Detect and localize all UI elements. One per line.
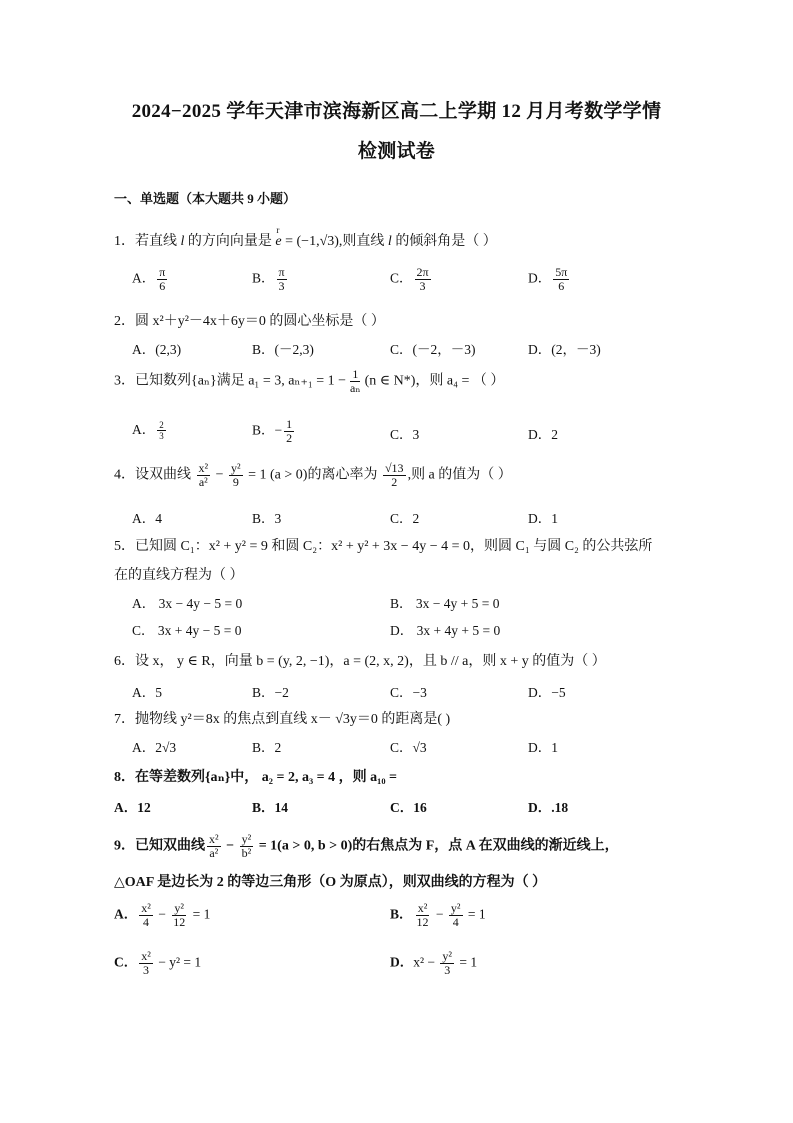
q6-option-c: C．−3 bbox=[390, 685, 427, 700]
q6-option-d: D．−5 bbox=[528, 685, 566, 700]
q3-option-a bbox=[132, 418, 168, 441]
q3-option-a-num: 2 bbox=[159, 420, 164, 431]
q1-var-l-2: l bbox=[387, 234, 392, 249]
q7-option-d: D．1 bbox=[528, 740, 558, 755]
q9-option-d bbox=[390, 950, 477, 977]
q9-option-b-num1: x² bbox=[417, 901, 428, 915]
q1-option-d bbox=[528, 266, 571, 293]
q4-option-c: C．2 bbox=[390, 511, 420, 526]
q1-option-d-label: D． bbox=[528, 270, 552, 286]
q1-option-a-num: π bbox=[159, 265, 166, 279]
q8-option-b: B．14 bbox=[252, 800, 289, 815]
q9-option-d-tail: = 1 bbox=[456, 954, 478, 970]
q3-option-a-label: A． bbox=[132, 422, 156, 437]
q3-option-b-den: 2 bbox=[286, 431, 293, 445]
q8-option-c: C．16 bbox=[390, 800, 427, 815]
q7-option-a: A．2√3 bbox=[132, 740, 177, 755]
q4-option-b: B．3 bbox=[252, 511, 282, 526]
q9-option-d-head: x² − bbox=[413, 954, 439, 970]
q4-frac2-den: 9 bbox=[232, 475, 239, 489]
q8-option-a: A．12 bbox=[114, 800, 151, 815]
q2-option-d: D．(2，－3) bbox=[528, 342, 601, 357]
q9-option-a-num1: x² bbox=[141, 901, 151, 915]
q9-option-d-num1: y² bbox=[442, 949, 453, 963]
q3-sequence: {aₙ} bbox=[191, 373, 217, 389]
q1-option-b bbox=[252, 266, 289, 293]
question-5-stem-line-1: 5．已知圆 C₁：x² + y² = 9 和圆 C₂：x² + y² + 3x − 4y − 4 = 0，则圆 C₁ 与圆 C₂ 的公共弦所 bbox=[114, 539, 653, 554]
q1-equation: = (−1,√3) bbox=[281, 234, 339, 249]
q4-frac3-den: 2 bbox=[391, 475, 398, 489]
q1-option-a-den: 6 bbox=[159, 279, 166, 293]
q1-text-c: ,则直线 bbox=[338, 234, 388, 249]
q4-text-b: = 1 (a > 0)的离心率为 bbox=[244, 467, 381, 483]
question-9-stem-line-1 bbox=[114, 833, 619, 860]
question-7-stem: 7．抛物线 y²＝8x 的焦点到直线 x－ √3y＝0 的距离是( ) bbox=[114, 712, 451, 727]
question-3-stem bbox=[114, 368, 504, 395]
q2-option-b: B．(－2,3) bbox=[252, 342, 314, 357]
q1-option-b-label: B． bbox=[252, 270, 275, 286]
q9-option-c-tail: − y² = 1 bbox=[154, 954, 202, 970]
q7-option-c: C．√3 bbox=[390, 740, 427, 755]
q1-text-a: 1．若直线 bbox=[114, 234, 181, 249]
q9-frac1-den: a² bbox=[209, 846, 219, 860]
q4-frac1-num: x² bbox=[198, 461, 209, 475]
q4-minus: − bbox=[212, 467, 228, 483]
q9-option-a-minus: − bbox=[154, 906, 170, 922]
q9-option-b-den1: 12 bbox=[416, 915, 429, 929]
q9-option-a-den1: 4 bbox=[143, 915, 150, 929]
q9-option-c bbox=[114, 950, 201, 977]
q2-option-c: C．(－2，－3) bbox=[390, 342, 476, 357]
q9-option-b bbox=[390, 902, 486, 929]
q1-option-c-num: 2π bbox=[416, 265, 429, 279]
q1-option-c bbox=[390, 266, 433, 293]
title-line-2: 检测试卷 bbox=[357, 141, 436, 162]
q4-frac3-num: √13 bbox=[384, 461, 404, 475]
q9-option-c-num1: x² bbox=[141, 949, 151, 963]
q3-frac-num: 1 bbox=[352, 367, 359, 381]
q3-text-a: 3．已知数列 bbox=[114, 373, 191, 389]
q9-option-a bbox=[114, 902, 210, 929]
q6-option-a: A．5 bbox=[132, 685, 162, 700]
q9-frac2-num: y² bbox=[241, 832, 252, 846]
q1-option-b-num: π bbox=[278, 265, 285, 279]
q9-frac1-num: x² bbox=[209, 832, 219, 846]
q1-option-b-den: 3 bbox=[278, 279, 285, 293]
question-8-stem: 8．在等差数列{aₙ}中， a₂ = 2, a₃ = 4 ，则 a₁₀ = bbox=[114, 770, 398, 785]
q3-option-b-label: B．− bbox=[252, 422, 283, 438]
q9-option-b-tail: = 1 bbox=[464, 906, 486, 922]
q3-option-a-den: 3 bbox=[159, 431, 164, 442]
q9-option-a-tail: = 1 bbox=[189, 906, 211, 922]
q1-option-a-label: A． bbox=[132, 270, 156, 286]
q1-text-d: 的倾斜角是（ ） bbox=[391, 234, 497, 249]
q9-text-a: 9．已知双曲线 bbox=[114, 838, 205, 854]
question-1-stem bbox=[114, 225, 497, 250]
q9-option-d-den1: 3 bbox=[444, 963, 451, 977]
q1-var-l: l bbox=[180, 234, 185, 249]
q2-option-a: A．(2,3) bbox=[132, 342, 182, 357]
q3-frac-den: aₙ bbox=[350, 381, 361, 395]
q9-option-c-den1: 3 bbox=[143, 963, 150, 977]
q3-text-b: 满足 a₁ = 3, aₙ₊₁ = 1 − bbox=[216, 373, 347, 389]
title-line-1: 2024−2025 学年天津市滨海新区高二上学期 12 月月考数学学情 bbox=[131, 101, 662, 122]
question-9-stem-line-2: △OAF 是边长为 2 的等边三角形（O 为原点），则双曲线的方程为（ ） bbox=[114, 875, 547, 890]
q4-text-c: ,则 a 的值为（ ） bbox=[407, 467, 512, 483]
q9-text-b: = 1(a > 0, b > 0)的右焦点为 F，点 A 在双曲线的渐近线上， bbox=[255, 838, 619, 854]
q7-option-b: B．2 bbox=[252, 740, 282, 755]
q6-option-b: B．−2 bbox=[252, 685, 289, 700]
q4-frac1-den: a² bbox=[198, 475, 208, 489]
q1-vector: e bbox=[275, 234, 282, 249]
q9-option-d-label: D． bbox=[390, 954, 414, 970]
q9-option-a-label: A． bbox=[114, 906, 138, 922]
q9-minus: − bbox=[222, 838, 238, 854]
q4-option-a: A．4 bbox=[132, 511, 162, 526]
q5-option-c: C． 3x + 4y − 5 = 0 bbox=[132, 623, 242, 638]
q9-option-b-num2: y² bbox=[450, 901, 461, 915]
q9-option-a-den2: 12 bbox=[173, 915, 186, 929]
q8-option-d: D．.18 bbox=[528, 800, 569, 815]
q9-option-b-label: B． bbox=[390, 906, 413, 922]
q1-vector-mark: r bbox=[276, 225, 280, 235]
q9-frac2-den: b² bbox=[241, 846, 252, 860]
question-4-stem bbox=[114, 462, 512, 489]
q3-option-b-num: 1 bbox=[286, 417, 293, 431]
q3-option-b bbox=[252, 418, 296, 445]
question-6-stem: 6．设 x， y ∈ R，向量 b = (y, 2, −1)，a = (2, x, 2)，且 b // a，则 x + y 的值为（ ） bbox=[114, 654, 606, 669]
question-2-stem: 2．圆 x²＋y²－4x＋6y＝0 的圆心坐标是（ ） bbox=[114, 314, 385, 329]
q3-text-d: ，则 a₄ = （ ） bbox=[415, 373, 505, 389]
q5-option-d: D． 3x + 4y + 5 = 0 bbox=[390, 623, 501, 638]
q5-option-a: A． 3x − 4y − 5 = 0 bbox=[132, 596, 243, 611]
q3-option-d: D．2 bbox=[528, 427, 558, 442]
q9-option-b-den2: 4 bbox=[452, 915, 459, 929]
q1-option-d-num: 5π bbox=[555, 265, 568, 279]
q1-text-b: 的方向向量是 bbox=[184, 234, 276, 249]
section-heading: 一、单选题（本大题共 9 小题） bbox=[114, 191, 297, 206]
q4-option-d: D．1 bbox=[528, 511, 558, 526]
q4-text-a: 4．设双曲线 bbox=[114, 467, 195, 483]
q5-option-b: B． 3x − 4y + 5 = 0 bbox=[390, 596, 500, 611]
q1-option-d-den: 6 bbox=[558, 279, 565, 293]
question-5-stem-line-2: 在的直线方程为（ ） bbox=[114, 568, 244, 583]
q1-option-c-label: C． bbox=[390, 270, 413, 286]
q4-frac2-num: y² bbox=[231, 461, 241, 475]
q3-text-c: (n ∈ N*) bbox=[364, 373, 416, 389]
q1-option-a bbox=[132, 266, 169, 293]
q1-option-c-den: 3 bbox=[419, 279, 426, 293]
q3-option-c: C．3 bbox=[390, 427, 420, 442]
q9-option-b-minus: − bbox=[432, 906, 447, 922]
q9-option-a-num2: y² bbox=[174, 901, 185, 915]
q9-option-c-label: C． bbox=[114, 954, 138, 970]
